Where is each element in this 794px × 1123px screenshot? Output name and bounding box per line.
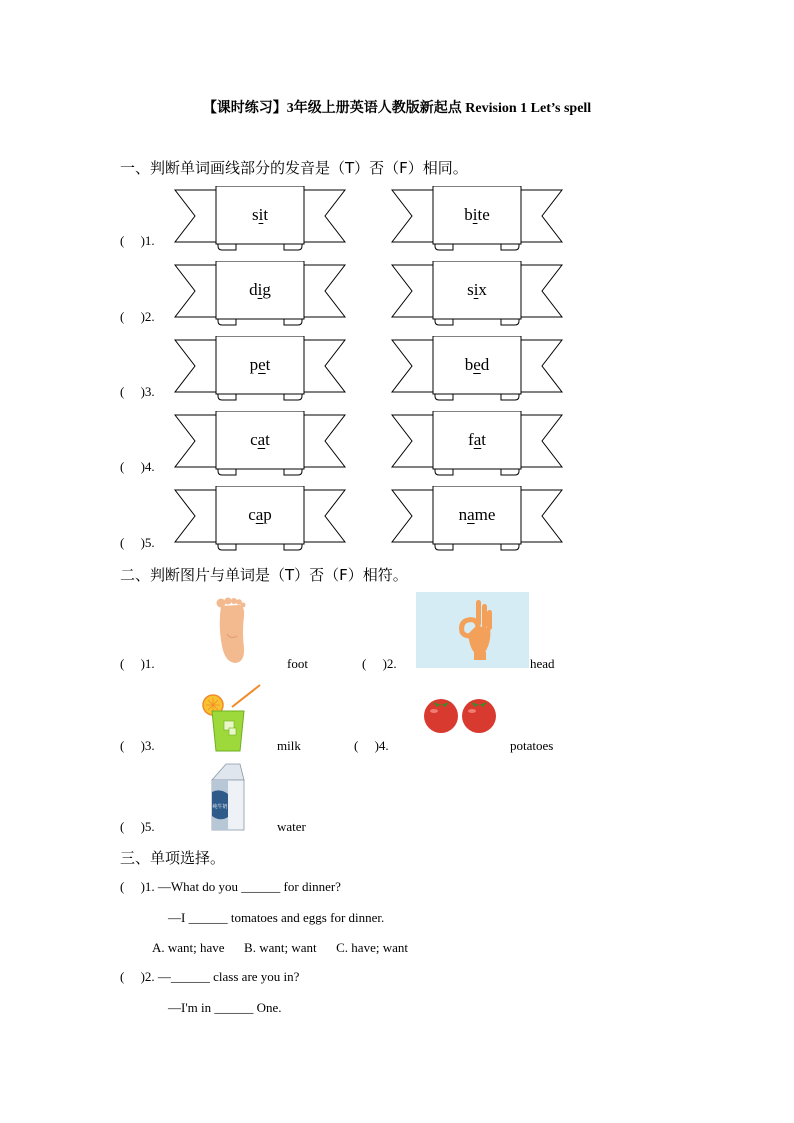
underlined-letter: i bbox=[473, 280, 479, 299]
word-ribbon bbox=[174, 336, 346, 402]
underlined-letter: a bbox=[473, 430, 482, 449]
carton-label: 纯牛奶 bbox=[212, 804, 228, 810]
word-ribbon bbox=[174, 486, 346, 552]
milk-carton-icon bbox=[206, 762, 246, 837]
underlined-letter: a bbox=[257, 430, 266, 449]
row-number: ( )4. bbox=[120, 459, 155, 474]
word-ribbon bbox=[391, 186, 563, 252]
word-ribbon bbox=[391, 411, 563, 477]
item-number: ( )2. bbox=[362, 656, 397, 671]
underlined-letter: e bbox=[473, 355, 481, 374]
word-ribbon bbox=[391, 261, 563, 327]
item-number: ( )1. bbox=[120, 656, 155, 671]
section1-heading: 一、判断单词画线部分的发音是（T）否（F）相同。 bbox=[120, 159, 468, 177]
word-ribbon bbox=[391, 486, 563, 552]
question-1-options: A. want; have B. want; want C. have; want bbox=[152, 940, 408, 955]
row-number: ( )5. bbox=[120, 535, 155, 550]
item-word: foot bbox=[287, 656, 308, 671]
item-number: ( )3. bbox=[120, 738, 155, 753]
ok-hand-icon bbox=[416, 592, 529, 668]
underlined-letter: i bbox=[472, 205, 478, 224]
ribbon-word: six bbox=[467, 280, 487, 299]
question-1-line-1: ( )1. —What do you ______ for dinner? bbox=[120, 879, 341, 894]
foot-icon bbox=[213, 596, 249, 669]
ribbon-word: cap bbox=[248, 505, 272, 524]
ribbon-word: dig bbox=[249, 280, 271, 299]
underlined-letter: i bbox=[257, 280, 263, 299]
ribbon-word: pet bbox=[249, 355, 271, 374]
word-ribbon bbox=[174, 186, 346, 252]
word-ribbon bbox=[391, 336, 563, 402]
juice-glass-icon bbox=[200, 683, 262, 758]
item-number: ( )4. bbox=[354, 738, 389, 753]
section2-heading: 二、判断图片与单词是（T）否（F）相符。 bbox=[120, 566, 408, 584]
word-ribbon bbox=[174, 411, 346, 477]
word-ribbon bbox=[174, 261, 346, 327]
underlined-letter: i bbox=[258, 205, 264, 224]
section3-heading: 三、单项选择。 bbox=[120, 849, 226, 867]
ribbon-word: sit bbox=[251, 205, 269, 224]
question-1-line-2: —I ______ tomatoes and eggs for dinner. bbox=[168, 910, 385, 925]
underlined-letter: a bbox=[467, 505, 475, 524]
item-word: milk bbox=[277, 738, 301, 753]
item-word: potatoes bbox=[510, 738, 554, 753]
ribbon-word: bite bbox=[464, 205, 490, 224]
item-word: head bbox=[530, 656, 555, 671]
page-title: 【课时练习】3年级上册英语人教版新起点 Revision 1 Let’s spell bbox=[202, 101, 592, 116]
row-number: ( )1. bbox=[120, 233, 155, 248]
ribbon-word: name bbox=[458, 505, 496, 524]
item-word: water bbox=[277, 819, 306, 834]
ribbon-word: cat bbox=[250, 430, 270, 449]
question-2-line-1: ( )2. —______ class are you in? bbox=[120, 969, 300, 984]
question-2-line-2: —I'm in ______ One. bbox=[168, 1000, 282, 1015]
row-number: ( )2. bbox=[120, 309, 155, 324]
item-number: ( )5. bbox=[120, 819, 155, 834]
underlined-letter: e bbox=[258, 355, 266, 374]
row-number: ( )3. bbox=[120, 384, 155, 399]
ribbon-word: bed bbox=[464, 355, 490, 374]
ribbon-word: fat bbox=[468, 430, 486, 449]
underlined-letter: a bbox=[255, 505, 264, 524]
tomatoes-icon bbox=[421, 694, 501, 739]
